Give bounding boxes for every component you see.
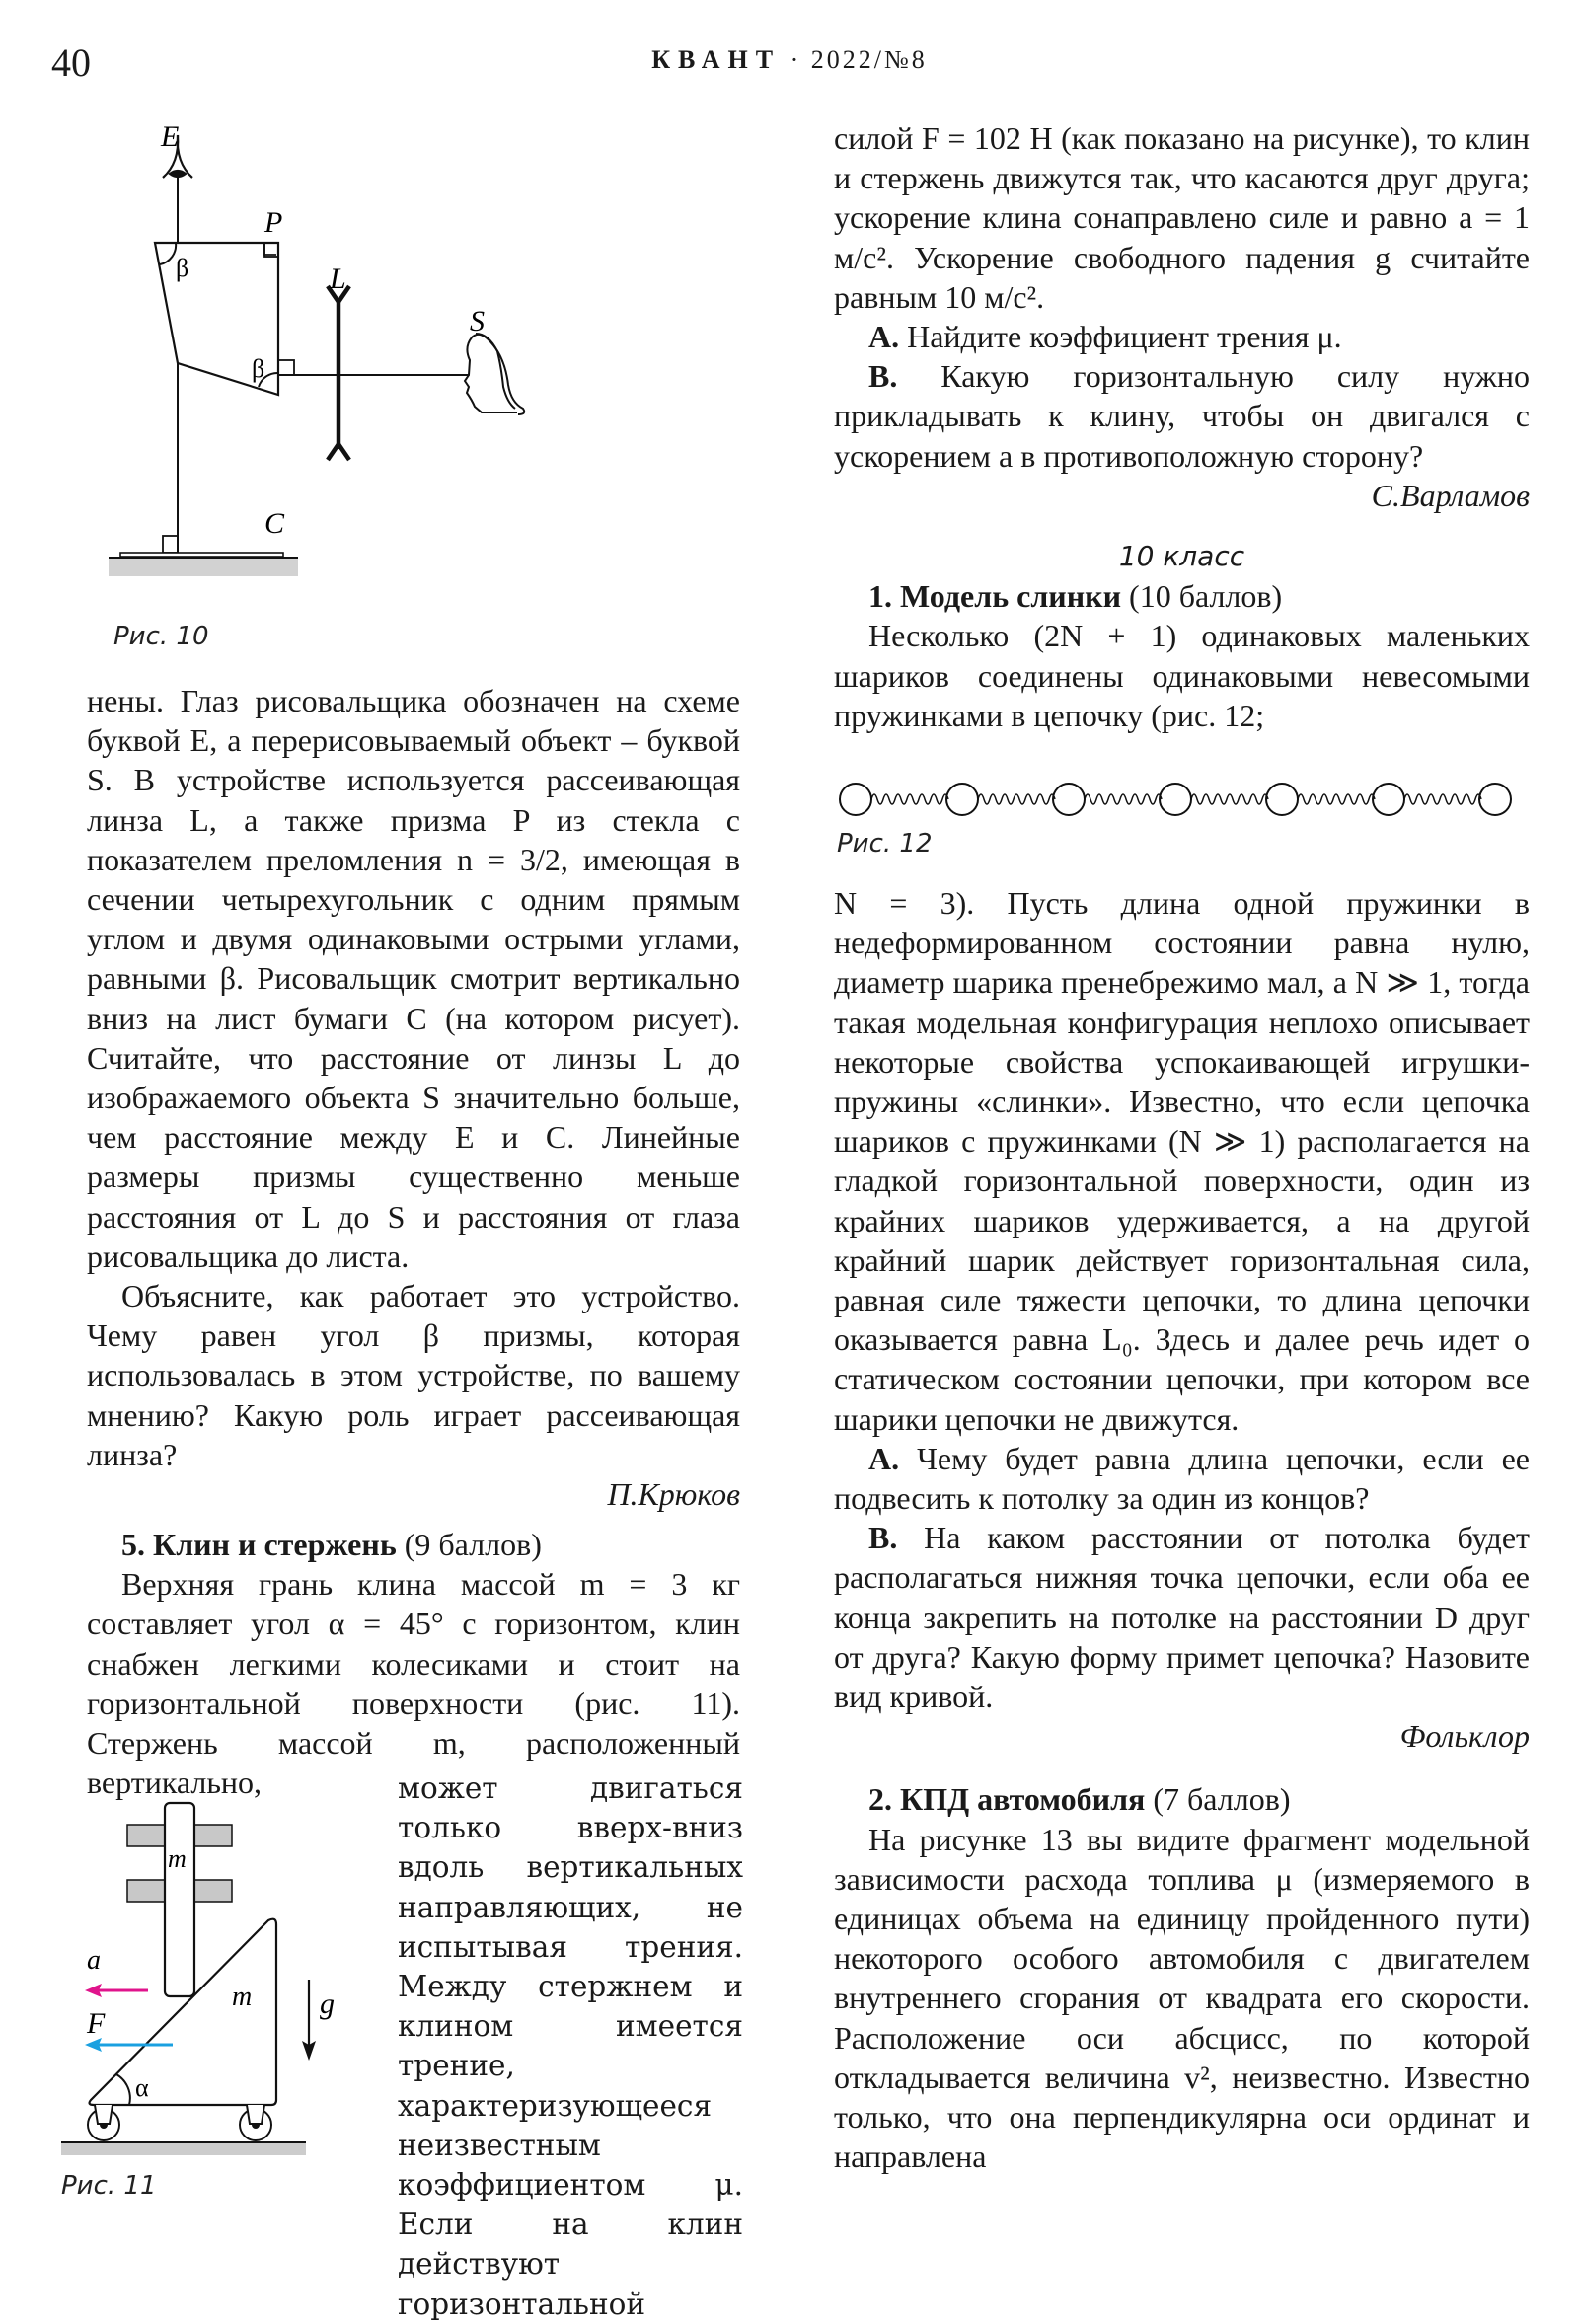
problem-5-continued: силой F = 102 Н (как показано на рисунке), то клин и стержень движутся так, что касаются друг друга; ускорение клина сонаправлено силе и равно a = 1 м/с². Ускорение свободного падения g считайте равным 10 м/с². [834,120,1530,315]
problem-5-question-a [834,317,1530,356]
label-C: C [264,507,285,540]
label-F: F [87,2007,106,2040]
figure-10-diagram [99,109,790,622]
question-a-text: Чему будет равна длина цепочки, если ее подвесить к потолку за один из концов? [834,1440,1531,1517]
head-silhouette-icon [465,334,524,414]
problem-5-number: 5. [121,1527,145,1562]
problem-5-text: Верхняя грань клина массой m = 3 кг составляет угол α = 45° с горизонтом, клин снабжен легкими колесиками и стоит на горизонтальной поверхности (рис. 11). Стержень массой m, расположенный вертикально, [87,1566,740,1801]
problem-1-heading [834,576,1530,616]
problem-4-paragraph-2: Объясните, как работает это устройство. Чему равен угол β призмы, которая использовалась в этом устройстве, по вашему мнению? Какую роль играет рассеивающая линза? [87,1278,740,1472]
question-a-label: А. [868,319,900,355]
problem-2-heading [834,1779,1530,1819]
grade-section-label: 10 класс [1118,540,1245,573]
right-column-lower [834,883,1530,2177]
problem-2-text: На рисунке 13 вы видите фрагмент модельной зависимости расхода топлива μ (измеряемого в единицах объема на единицу пройденного пути) некоторого особого автомобиля с двигателем внутреннего сгорания от квадрата его скорости. Расположение оси абсцисс, по которой откладывается величина v², неизвестно. Известно только, что она перпендикулярна оси ординат и направлена [834,1821,1530,2175]
problem-5-author: С.Варламов [1371,477,1530,513]
problem-5 [87,1525,740,1802]
question-a-label: А. [868,1440,900,1476]
problem-1-text-2: N = 3). Пусть длина одной пружинки в недеформированном состоянии равна нулю, диаметр шарика пренебрежимо мал, а N ≫ 1, тогда такая модельная конфигурация неплохо описывает некоторые свойства успокаивающей игрушки-пружины «слинки». Известно, что если цепочка шариков с пружинками (N ≫ 1) располагается на гладкой горизонтальной поверхности, один из крайних шариков удерживается, а на другой крайний шарик действует горизонтальная сила, равная силе тяжести цепочки, то длина цепочки оказывается равна L₀. Здесь и далее речь идет о статическом состоянии цепочки, при котором все шарики цепочки не движутся. [834,885,1530,1437]
figure-12-caption: Рис. 12 [837,829,933,859]
problem-1-question-a [834,1439,1530,1518]
problem-2-points: (7 баллов) [1153,1781,1291,1818]
question-a-text: Найдите коэффициент трения μ. [907,319,1342,355]
gravity-arrow [302,1980,316,2061]
problem-4-paragraph-1: нены. Глаз рисовальщика обозначен на схеме буквой E, а перерисовываемый объект – буквой S. В устройстве используется рассеивающая линза L, а также призма P из стекла с показателем преломления n = 3/2, имеющая в сечении четырехугольник с одним прямым углом и двумя одинаковыми острыми углами, равными β. Рисовальщик смотрит вертикально вниз на лист бумаги C (на котором рисует). Считайте, что расстояние от линзы L до изображаемого объекта S значительно больше, чем расстояние между E и C. Линейные размеры призмы существенно меньше расстояния от L до S и расстояния от глаза рисовальщика до листа. [87,683,740,1274]
running-header [0,45,1579,75]
label-L: L [330,262,346,295]
problem-1-title: Модель слинки [900,578,1122,615]
question-b-text: На каком расстоянии от потолка будет располагаться нижняя точка цепочки, если оба ее конца закрепить на потолке на расстоянии D друг от друга? Какую форму примет цепочка? Назовите вид кривой. [834,1520,1531,1715]
problem-1-points: (10 баллов) [1129,578,1283,615]
problem-5-heading [87,1525,740,1564]
problem-1-author: Фольклор [1399,1718,1530,1755]
header-separator: · [790,45,802,74]
problem-2-title: КПД автомобиля [900,1781,1146,1818]
problem-5-points: (9 баллов) [404,1527,542,1562]
figure-10-caption: Рис. 10 [113,622,209,651]
right-column [834,118,1530,735]
label-beta-2: β [252,354,265,383]
label-g: g [320,1987,335,2020]
label-S: S [470,305,485,337]
question-b-label: В. [868,358,898,395]
label-a: a [87,1945,101,1976]
issue-number: 2022/№8 [810,45,928,74]
figure-12-spring-chain [834,780,1530,819]
problem-1-question-b [834,1518,1530,1716]
label-beta-1: β [176,254,189,282]
rod [165,1803,194,1996]
problem-1-text-1: Несколько (2N + 1) одинаковых маленьких шариков соединены одинаковыми невесомыми пружинками в цепочку (рис. 12; [834,618,1530,733]
problem-2-number: 2. [868,1781,892,1818]
label-rod-m: m [168,1844,187,1873]
page-number: 40 [51,40,91,85]
label-P: P [264,206,283,239]
acceleration-arrow [85,1984,148,1997]
problem-4-text [87,681,740,1514]
question-b-text: Какую горизонтальную силу нужно прикладывать к клину, чтобы он двигался с ускорением a в противоположную сторону? [834,358,1530,474]
label-wedge-m: m [232,1982,253,2012]
question-b-label: В. [868,1520,898,1556]
diverging-lens-icon [328,286,349,460]
problem-5-text-narrow: может двигаться только вверх-вниз вдоль вертикальных направляющих, не испытывая трения. Между стержнем и клином имеется трение, характеризующееся неизвестным коэффициентом μ. Если на клин действуют горизонтальной [398,1771,743,2321]
problem-1-number: 1. [868,578,892,615]
figure-11-diagram [59,1766,395,2181]
label-alpha: α [135,2073,149,2102]
problem-5-title: Клин и стержень [153,1527,397,1562]
problem-5-question-b [834,356,1530,476]
journal-title: КВАНТ [651,45,782,74]
figure-11-caption: Рис. 11 [61,2171,157,2201]
problem-4-author: П.Крюков [607,1476,740,1513]
wheel-icon [88,2105,271,2140]
label-E: E [161,120,180,153]
